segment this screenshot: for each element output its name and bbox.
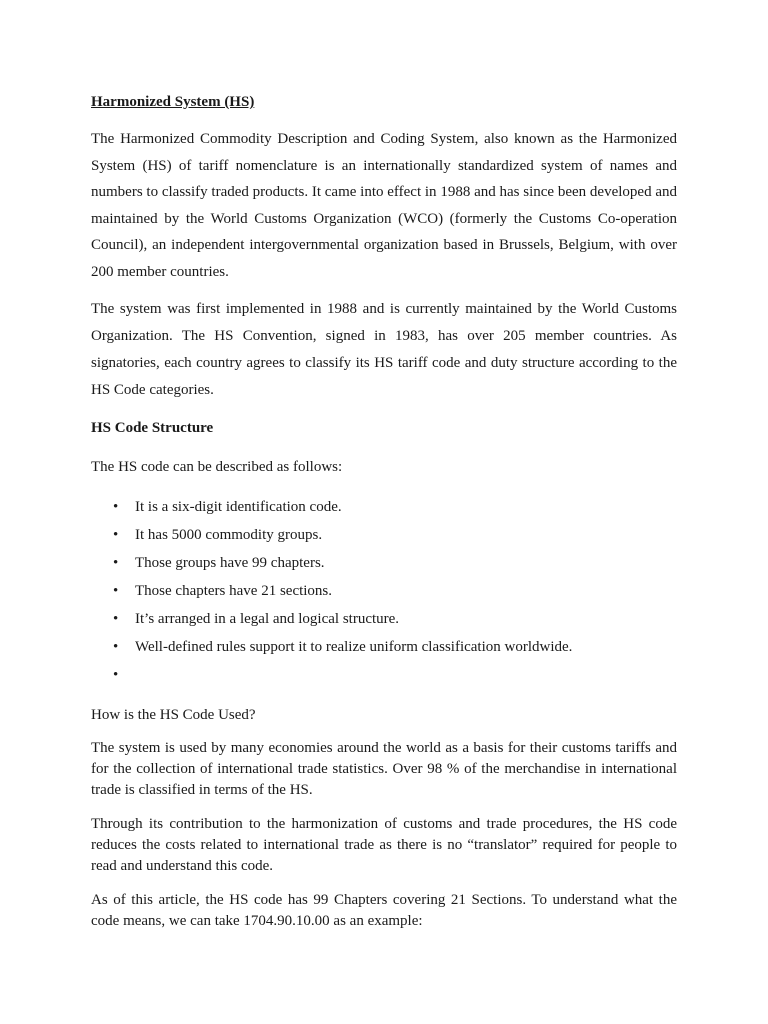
bullet-icon: • bbox=[113, 554, 119, 571]
list-item-text: It has 5000 commodity groups. bbox=[135, 526, 323, 543]
list-item-text: Those groups have 99 chapters. bbox=[135, 554, 325, 571]
document-page bbox=[91, 80, 677, 932]
list-item bbox=[91, 553, 677, 581]
intro-line: The HS code can be described as follows: bbox=[91, 458, 343, 475]
question-heading: How is the HS Code Used? bbox=[91, 706, 256, 723]
list-item bbox=[91, 609, 677, 637]
list-item-text: It is a six-digit identification code. bbox=[135, 498, 342, 515]
list-item bbox=[91, 581, 677, 609]
list-item-empty bbox=[91, 665, 677, 693]
paragraph-hs-implementation: The system was first implemented in 1988 and is currently maintained by the World Customs Organization. The HS Convention, signed in 1983, has over 205 member countries. As signatories, each country agrees to classify its HS tariff code and duty structure according to the HS Code categories. bbox=[91, 300, 677, 398]
list-item bbox=[91, 525, 677, 553]
paragraph-hs-definition: The Harmonized Commodity Description and Coding System, also known as the Harmonized System (HS) of tariff nomenclature is an internationally standardized system of names and numbers to classify traded products. It came into effect in 1988 and has since been developed and maintained by the World Customs Organization (WCO) (formerly the Customs Co-operation Council), an independent intergovernmental organization based in Brussels, Belgium, with over 200 member countries. bbox=[91, 131, 677, 280]
bullet-list bbox=[91, 497, 677, 693]
document-title: Harmonized System (HS) bbox=[91, 94, 255, 110]
bullet-icon: • bbox=[113, 582, 119, 599]
paragraph-hs-harmonization: Through its contribution to the harmonization of customs and trade procedures, the HS code reduces the costs related to international trade as there is no “translator” required for people to read and understand this code. bbox=[91, 815, 677, 874]
list-item-text: Those chapters have 21 sections. bbox=[135, 582, 333, 599]
section-heading-code-structure: HS Code Structure bbox=[91, 419, 214, 436]
bullet-icon: • bbox=[113, 498, 119, 515]
bullet-icon: • bbox=[113, 526, 119, 543]
bullet-icon: • bbox=[113, 610, 119, 627]
list-item bbox=[91, 497, 677, 525]
bullet-icon: • bbox=[113, 638, 119, 655]
bullet-icon: • bbox=[113, 666, 119, 683]
list-item-text: Well-defined rules support it to realize uniform classification worldwide. bbox=[135, 638, 573, 655]
list-item-text: It’s arranged in a legal and logical structure. bbox=[135, 610, 400, 627]
paragraph-hs-usage: The system is used by many economies around the world as a basis for their customs tariffs and for the collection of international trade statistics. Over 98 % of the merchandise in international trade is classified in terms of the HS. bbox=[91, 739, 677, 798]
paragraph-hs-example: As of this article, the HS code has 99 Chapters covering 21 Sections. To understand what the code means, we can take 1704.90.10.00 as an example: bbox=[91, 891, 677, 929]
list-item bbox=[91, 637, 677, 665]
